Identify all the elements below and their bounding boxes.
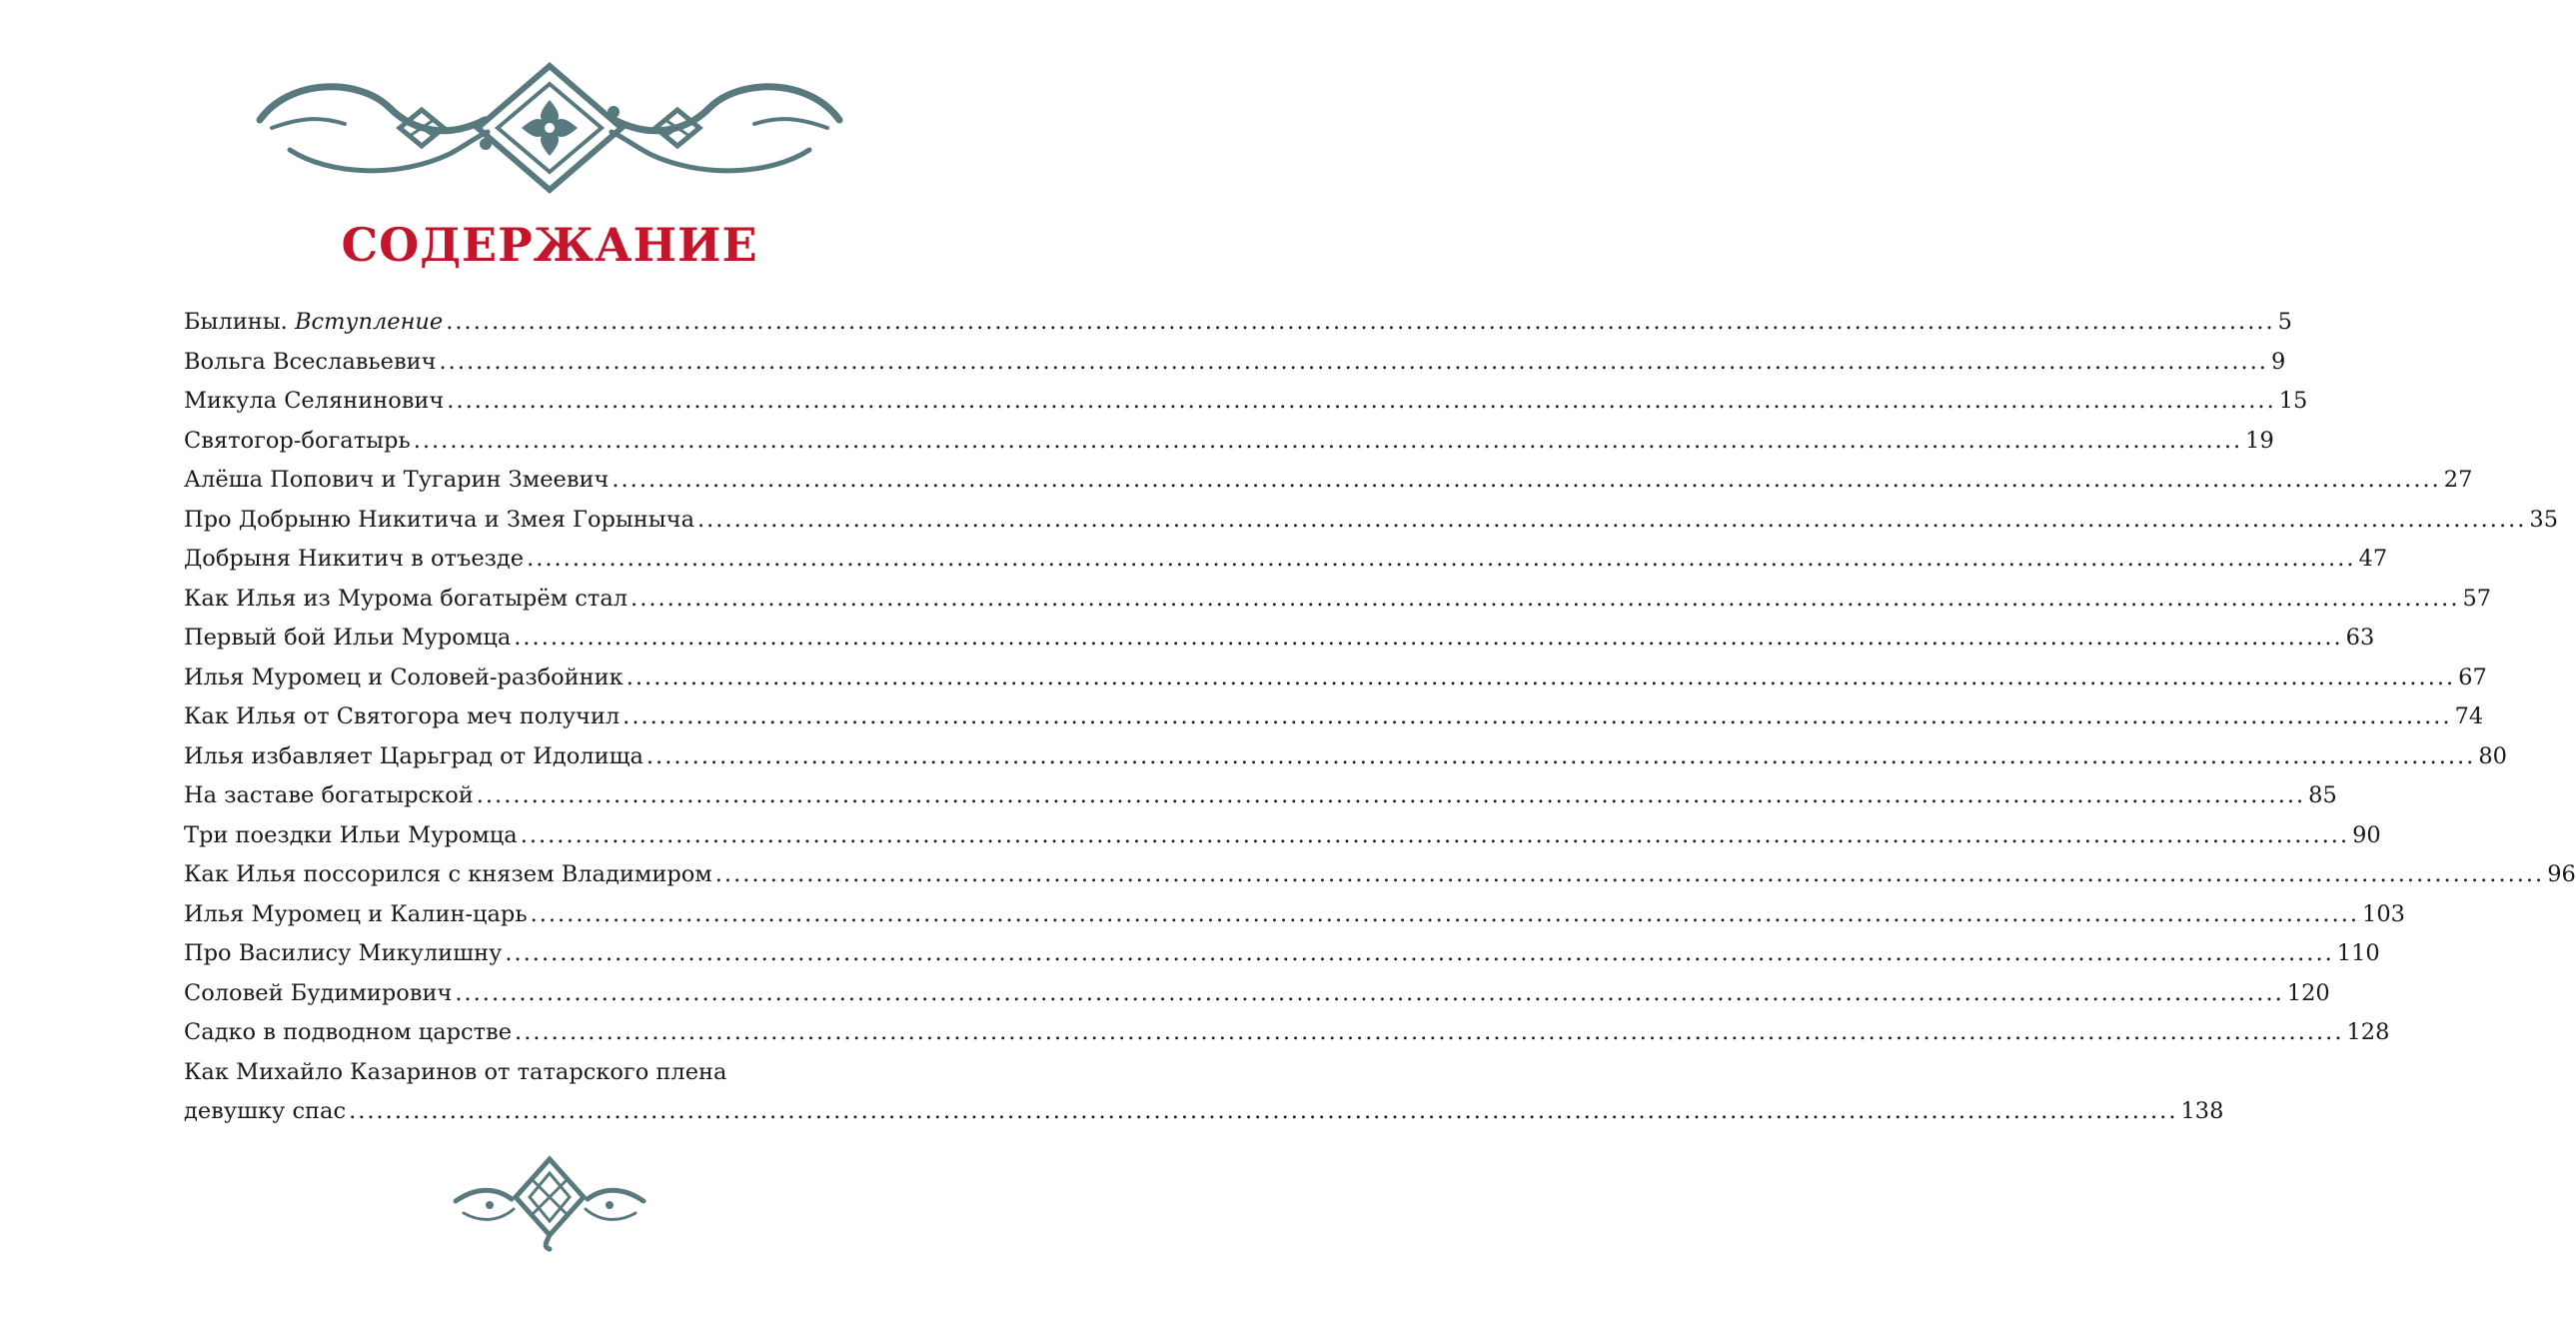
- toc-page-number: 5: [2277, 309, 2292, 335]
- dot-leader: ........................................................................................................................................................................................................: [447, 388, 2276, 414]
- toc-entry: [184, 855, 2576, 895]
- toc-entry-row: [184, 776, 2337, 816]
- dot-leader: ........................................................................................................................................................................................................: [515, 1019, 2344, 1045]
- toc-entry-row: [184, 619, 2375, 659]
- toc-entry-title: Садко в подводном царстве: [184, 1019, 513, 1045]
- toc-page-number: 90: [2352, 821, 2381, 848]
- toc-page-number: 27: [2443, 467, 2473, 493]
- toc-entry-title: Вольга Всеславьевич: [184, 348, 437, 375]
- toc-entry-title: На заставе богатырской: [184, 782, 474, 808]
- toc-entry-row: [184, 343, 2286, 383]
- toc-page-number: 63: [2345, 625, 2375, 651]
- toc-entry-row: [184, 816, 2381, 856]
- toc-page-number: 9: [2270, 348, 2286, 375]
- dot-leader: ........................................................................................................................................................................................................: [413, 427, 2243, 454]
- toc-entry: [184, 697, 2484, 737]
- toc-entry-row: [184, 737, 2507, 777]
- toc-entry-title: Про Добрыню Никитича и Змея Горыныча: [184, 506, 694, 533]
- toc-entry-row: [184, 501, 2559, 541]
- toc-page-number: 138: [2180, 1098, 2224, 1124]
- dot-leader: ........................................................................................................................................................................................................: [527, 546, 2356, 572]
- toc-page-number: 15: [2278, 388, 2308, 414]
- dot-leader: ........................................................................................................................................................................................................: [520, 821, 2350, 848]
- toc-entry: [184, 1013, 2390, 1053]
- toc-entry-row: [184, 303, 2292, 343]
- dot-leader: ........................................................................................................................................................................................................: [631, 585, 2460, 612]
- toc-entry-row: [184, 934, 2380, 974]
- toc-page-number: 35: [2529, 506, 2559, 533]
- toc-entry-title: Как Илья из Мурома богатырём стал: [184, 585, 629, 612]
- dot-leader: ........................................................................................................................................................................................................: [612, 467, 2441, 493]
- bottom-ornament: [0, 1151, 1099, 1251]
- dot-leader: ........................................................................................................................................................................................................: [514, 625, 2343, 651]
- toc-entry: [184, 776, 2337, 816]
- toc-page-number: 110: [2336, 940, 2380, 966]
- toc-entry: [184, 974, 2330, 1014]
- toc-entry: [184, 461, 2473, 501]
- toc-entry-title: Былины. Вступление: [184, 309, 444, 335]
- toc-page-number: 96: [2547, 861, 2576, 887]
- toc-entry-title: Святогор-богатырь: [184, 427, 411, 454]
- toc-entry-title: Илья Муромец и Соловей-разбойник: [184, 663, 624, 690]
- toc-entry: [184, 343, 2286, 383]
- toc-page-number: 74: [2454, 703, 2484, 729]
- toc-entry: [184, 659, 2487, 698]
- toc-entry-title: Илья избавляет Царьград от Идолища: [184, 742, 644, 769]
- dot-leader: ........................................................................................................................................................................................................: [626, 663, 2456, 690]
- toc-page-number: 85: [2308, 782, 2337, 808]
- toc-page-number: 120: [2286, 979, 2330, 1006]
- toc-entry-row: [184, 697, 2484, 737]
- toc-entry: [184, 737, 2507, 777]
- toc-entry-title: Соловей Будимирович: [184, 979, 453, 1006]
- toc-page-number: 103: [2362, 900, 2405, 927]
- toc-page-number: 47: [2358, 546, 2388, 572]
- toc-entry-title: Добрыня Никитич в отъезде: [184, 546, 525, 572]
- toc-entry: [184, 501, 2559, 541]
- toc-page-number: 57: [2462, 585, 2492, 612]
- toc-entry-row: [184, 540, 2388, 580]
- toc-page-number: 80: [2478, 742, 2507, 769]
- toc-entry: [184, 422, 2274, 462]
- table-of-contents: [184, 303, 2576, 1132]
- dot-leader: ........................................................................................................................................................................................................: [349, 1098, 2178, 1124]
- toc-entry: [184, 580, 2492, 620]
- toc-entry: [184, 540, 2388, 580]
- toc-entry: [184, 619, 2375, 659]
- toc-entry-title-continuation: девушку спас: [184, 1098, 347, 1124]
- toc-entry-row: [184, 422, 2274, 462]
- toc-entry: [184, 934, 2380, 974]
- toc-entry-title: Илья Муромец и Калин-царь: [184, 900, 528, 927]
- toc-entry-row: [184, 580, 2492, 620]
- dot-leader: ........................................................................................................................................................................................................: [645, 742, 2476, 769]
- toc-page-number: 19: [2245, 427, 2274, 454]
- toc-entry-title: Как Илья от Святогора меч получил: [184, 703, 621, 729]
- toc-entry-title: Алёша Попович и Тугарин Змеевич: [184, 467, 610, 493]
- toc-entry-title: Про Василису Микулишну: [184, 940, 503, 966]
- ornament-knot-icon: [250, 58, 849, 198]
- toc-entry-row: [184, 659, 2487, 698]
- toc-entry-row: [184, 855, 2576, 895]
- toc-entry: [184, 816, 2381, 856]
- toc-entry-title: Три поездки Ильи Муромца: [184, 821, 518, 848]
- toc-entry: [184, 1053, 2224, 1132]
- top-ornament: [0, 58, 1099, 198]
- ornament-knot-icon: [450, 1151, 649, 1251]
- toc-entry-subtitle: Вступление: [294, 309, 444, 335]
- toc-page-number: 128: [2346, 1019, 2390, 1045]
- dot-leader: ........................................................................................................................................................................................................: [476, 782, 2306, 808]
- dot-leader: ........................................................................................................................................................................................................: [439, 348, 2268, 375]
- dot-leader: ........................................................................................................................................................................................................: [623, 703, 2452, 729]
- toc-entry-title: Как Михайло Казаринов от татарского плена: [184, 1058, 727, 1085]
- toc-page-number: 67: [2458, 663, 2487, 690]
- toc-entry-row: [184, 974, 2330, 1014]
- toc-entry-row: [184, 895, 2405, 935]
- toc-entry-row: [184, 1013, 2390, 1053]
- toc-entry-title: Первый бой Ильи Муромца: [184, 625, 512, 651]
- dot-leader: ........................................................................................................................................................................................................: [697, 506, 2527, 533]
- toc-entry: [184, 895, 2405, 935]
- toc-entry-row: [184, 382, 2308, 422]
- page-title: СОДЕРЖАНИЕ: [341, 218, 758, 272]
- toc-entry-title: Микула Селянинович: [184, 388, 445, 414]
- toc-entry: [184, 303, 2292, 343]
- dot-leader: ........................................................................................................................................................................................................: [714, 861, 2545, 887]
- dot-leader: ........................................................................................................................................................................................................: [505, 940, 2334, 966]
- toc-entry: [184, 382, 2308, 422]
- toc-entry-row: [184, 461, 2473, 501]
- dot-leader: ........................................................................................................................................................................................................: [530, 900, 2359, 927]
- dot-leader: ........................................................................................................................................................................................................: [455, 979, 2284, 1006]
- toc-entry-row: [184, 1092, 2224, 1132]
- toc-entry-title: Как Илья поссорился с князем Владимиром: [184, 861, 712, 887]
- dot-leader: ........................................................................................................................................................................................................: [446, 309, 2275, 335]
